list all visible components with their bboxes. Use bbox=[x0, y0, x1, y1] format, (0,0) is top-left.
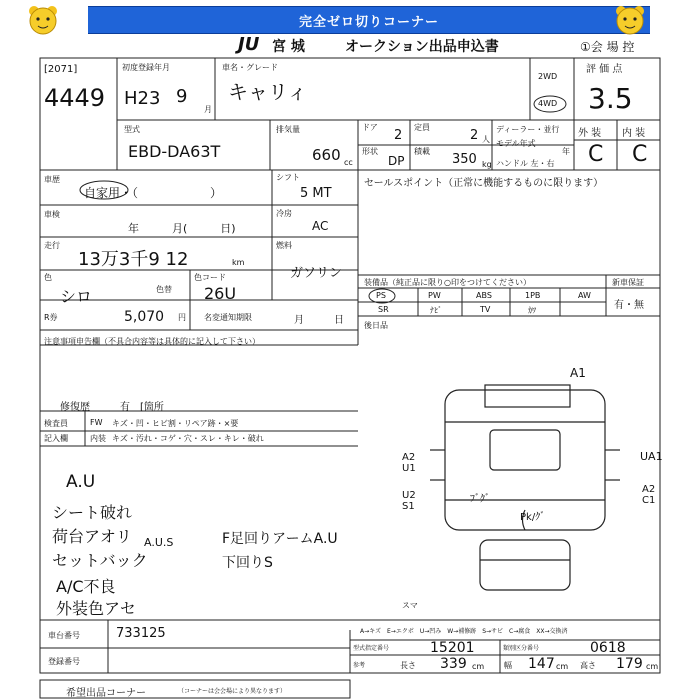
post-equip-label: 後日品 bbox=[364, 321, 388, 330]
lot-number: 4449 bbox=[44, 84, 106, 112]
name-change-label: 名変通知期限 bbox=[204, 313, 252, 322]
color: シロ bbox=[60, 287, 93, 306]
width-value: 147 bbox=[528, 656, 555, 672]
copy-label: ①会 場 控 bbox=[580, 40, 635, 54]
note-line-4: セットバック bbox=[52, 551, 148, 570]
mark-center: Pk/ｸﾞ bbox=[520, 512, 546, 523]
shape: DP bbox=[388, 154, 405, 168]
capacity-unit: 人 bbox=[482, 135, 490, 144]
inspection-value: 年 月( 日) bbox=[128, 222, 236, 235]
mark-s1-left: S1 bbox=[402, 501, 415, 512]
load-unit: kg bbox=[482, 160, 492, 169]
equip-navi: ﾅﾋﾞ bbox=[430, 306, 442, 315]
modelyear-label: モデル年式 bbox=[496, 139, 536, 148]
recycle: 5,070 bbox=[124, 309, 165, 325]
disp: 660 bbox=[312, 146, 341, 164]
drive-4wd: 4WD bbox=[538, 99, 558, 108]
length-value: 339 bbox=[440, 656, 467, 672]
era: H23 bbox=[124, 88, 161, 109]
form-title: オークション出品申込書 bbox=[345, 39, 499, 55]
new-warranty-label: 新車保証 bbox=[612, 278, 644, 287]
height-unit: cm bbox=[646, 662, 659, 671]
drive-2wd: 2WD bbox=[538, 72, 558, 81]
ext-grade: C bbox=[588, 142, 604, 167]
history-value: 自家用・（ ） bbox=[84, 186, 223, 200]
disp-unit: cc bbox=[344, 158, 353, 167]
fuel-label: 燃料 bbox=[276, 241, 292, 250]
ac: AC bbox=[312, 219, 329, 233]
first-reg-label: 初度登録年月 bbox=[122, 63, 170, 72]
damage-legend: A→キズ E→エクボ U→凹み W→補修跡 S→サビ C→腐食 XX→交換済 bbox=[360, 628, 568, 635]
name-label: 車名・グレード bbox=[222, 63, 278, 72]
dealer-label: ディーラー・並行 bbox=[496, 125, 560, 134]
notes-label: 注意事項申告欄（不具合内容等は具体的に記入して下さい） bbox=[44, 337, 260, 346]
mark-a1-top: A1 bbox=[570, 366, 586, 380]
modelyear-unit: 年 bbox=[562, 147, 570, 156]
note-line-2: シート破れ bbox=[52, 503, 133, 522]
note-right-2: 下回りS bbox=[222, 555, 273, 571]
repair-value: 有 [箇所 bbox=[120, 402, 164, 413]
shape-label: 形状 bbox=[362, 147, 378, 156]
score-label: 評 価 点 bbox=[586, 64, 623, 75]
recycle-label: R券 bbox=[44, 313, 58, 322]
disp-label: 排気量 bbox=[276, 125, 300, 134]
note-line-5: A/C不良 bbox=[56, 577, 116, 596]
model: EBD-DA63T bbox=[128, 142, 221, 161]
name-change-value: 月 日 bbox=[294, 315, 344, 326]
mark-ua1-right: UA1 bbox=[640, 450, 663, 463]
equip-pw: PW bbox=[428, 291, 441, 300]
inspector-label: 検査員 bbox=[44, 419, 68, 428]
mileage: 13万3千9 12 bbox=[78, 249, 189, 270]
mark-center-left: ﾌﾞｸﾞ bbox=[470, 494, 490, 505]
warranty-value: 有・無 bbox=[614, 300, 644, 311]
color-code-label: 色コード bbox=[194, 273, 226, 282]
history-label: 車歴 bbox=[44, 175, 60, 184]
handle-label: ハンドル 左・右 bbox=[496, 159, 555, 168]
month: 9 bbox=[176, 86, 188, 107]
mark-bottom: スマ bbox=[402, 601, 418, 610]
width-label: 幅 bbox=[504, 661, 512, 670]
fuel: ガソリン bbox=[290, 266, 343, 281]
mark-a2-right: A2 bbox=[642, 484, 656, 495]
load: 350 bbox=[452, 152, 477, 167]
int-items: キズ・汚れ・コゲ・穴・スレ・キレ・破れ bbox=[112, 434, 264, 443]
cls-value: 0618 bbox=[590, 640, 626, 656]
length-unit: cm bbox=[472, 662, 485, 671]
mark-u1-left: U1 bbox=[402, 463, 416, 474]
equip-abs: ABS bbox=[476, 291, 492, 300]
ext-label: 外 装 bbox=[578, 128, 602, 139]
equip-tv: TV bbox=[480, 305, 491, 314]
note-line-3: 荷台アオリ bbox=[52, 527, 132, 546]
shift: 5 MT bbox=[300, 186, 332, 201]
ac-label: 冷房 bbox=[276, 209, 292, 218]
color-label: 色 bbox=[44, 273, 52, 282]
wish-note: （コーナーは会会場により異なります） bbox=[178, 688, 287, 695]
wish-label: 希望出品コーナー bbox=[66, 688, 146, 699]
small-code: [2071] bbox=[44, 64, 78, 75]
capacity-label: 定員 bbox=[414, 123, 430, 132]
doors-label: ドア bbox=[362, 123, 378, 132]
height-value: 179 bbox=[616, 656, 643, 672]
equip-leather: ｶﾜ bbox=[528, 306, 536, 315]
mark-c1-right: C1 bbox=[642, 495, 656, 506]
cls-label: 類別区分番号 bbox=[503, 645, 540, 652]
equip-aw: AW bbox=[578, 291, 591, 300]
equipment-label: 装備品（純正品に限り○印をつけてください） bbox=[364, 278, 531, 287]
color-code: 26U bbox=[204, 284, 237, 303]
inspection-label: 車検 bbox=[44, 210, 60, 219]
logo: JU bbox=[238, 34, 260, 55]
model-label: 型式 bbox=[124, 125, 140, 134]
capacity: 2 bbox=[470, 128, 479, 143]
repair-label: 修復歴 bbox=[60, 402, 90, 413]
month-unit: 月 bbox=[204, 105, 212, 114]
score: 3.5 bbox=[588, 82, 633, 115]
mileage-label: 走行 bbox=[44, 241, 60, 250]
equip-ps: PS bbox=[376, 291, 386, 300]
reg-label: 登録番号 bbox=[48, 657, 80, 666]
car-diagram bbox=[430, 385, 620, 590]
mileage-unit: km bbox=[232, 258, 245, 267]
equip-1pb: 1PB bbox=[525, 291, 541, 300]
doors: 2 bbox=[394, 128, 403, 143]
ref-label: 参考 bbox=[353, 662, 366, 669]
entry-label: 記入欄 bbox=[44, 434, 68, 443]
banner: 完全ゼロ切りコーナー bbox=[88, 6, 650, 34]
equip-sr: SR bbox=[378, 305, 389, 314]
int-grade: C bbox=[632, 142, 648, 167]
fw-items: キズ・凹・ヒビ割・リペア跡・×要 bbox=[112, 419, 239, 428]
height-label: 高さ bbox=[580, 661, 596, 670]
note-aus: A.U.S bbox=[144, 536, 174, 549]
int-check-label: 内装 bbox=[90, 434, 106, 443]
chassis-number: 733125 bbox=[116, 626, 166, 641]
width-unit: cm bbox=[556, 662, 569, 671]
sales-label: セールスポイント（正常に機能するものに限ります） bbox=[364, 178, 604, 189]
car-name: キャリィ bbox=[228, 80, 308, 104]
chassis-label: 車台番号 bbox=[48, 631, 80, 640]
cert-value: 15201 bbox=[430, 640, 475, 656]
cert-label: 型式指定番号 bbox=[353, 645, 390, 652]
mark-a2-left: A2 bbox=[402, 452, 416, 463]
color-change-label: 色替 bbox=[156, 285, 172, 294]
load-label: 積載 bbox=[414, 147, 430, 156]
mark-u2-left: U2 bbox=[402, 490, 416, 501]
note-line-6: 外装色アセ bbox=[56, 599, 136, 618]
length-label: 長さ bbox=[400, 661, 416, 670]
note-right-1: F足回りアームA.U bbox=[222, 531, 338, 547]
recycle-unit: 円 bbox=[178, 313, 186, 322]
fw-label: FW bbox=[90, 418, 103, 427]
note-line-1: A.U bbox=[66, 472, 96, 492]
shift-label: シフト bbox=[276, 173, 300, 182]
int-label: 内 装 bbox=[622, 128, 646, 139]
logo-text: 宮 城 bbox=[272, 39, 305, 55]
